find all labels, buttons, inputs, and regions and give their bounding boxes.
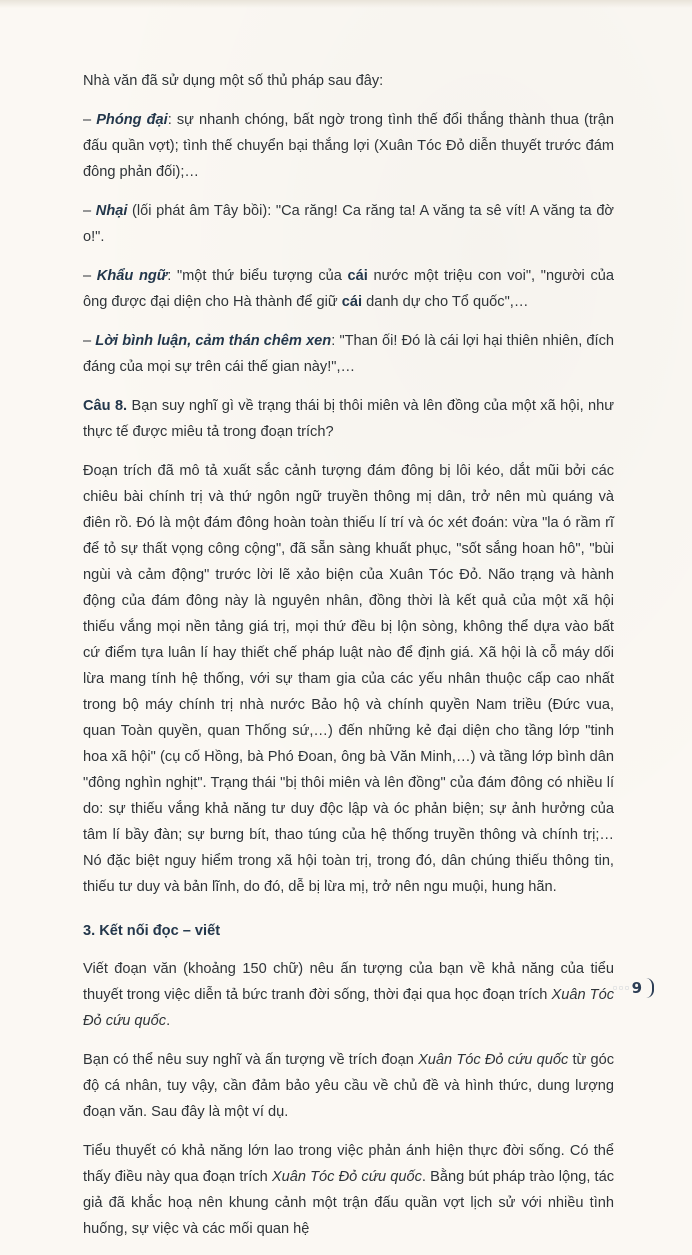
page-number bbox=[611, 978, 654, 998]
device-item-binh-luan: – Lời bình luận, cảm thán chêm xen: "Than ối! Đó là cái lợi hại thiên nhiên, đích đáng của mọi sự trên cái thế gian này!",… bbox=[83, 333, 615, 375]
page-number-value: 9 bbox=[631, 979, 642, 997]
page-top-edge bbox=[0, 0, 692, 8]
section-heading: 3. Kết nối đọc – viết bbox=[83, 923, 221, 939]
example-paragraph: Tiểu thuyết có khả năng lớn lao trong việc phản ánh hiện thực đời sống. Có thể thấy điều này qua đoạn trích Xuân Tóc Đỏ cứu quốc. Bằng bút pháp trào lộng, tác giả đã khắc hoạ nên khung cảnh một trận đấu quần vợt lịch sử với nhiều tình huống, sự việc và các mối quan hệ bbox=[83, 1143, 615, 1237]
question-8 bbox=[83, 393, 614, 445]
question-text: Bạn suy nghĩ gì về trạng thái bị thôi miên và lên đồng của một xã hội, như thực tế được miêu tả trong đoạn trích? bbox=[83, 398, 614, 440]
device-item-khau-ngu: – Khẩu ngữ: "một thứ biểu tượng của cái nước một triệu con voi", "người của ông được đại diện cho Hà thành để giữ cái danh dự cho Tổ quốc",… bbox=[83, 268, 614, 310]
page-number-decoration-icon: ◦◦◦ bbox=[611, 981, 630, 995]
device-text: : "Than ối! Đó là cái lợi hại thiên nhiên, đích đáng của mọi sự trên cái thế gian này!",… bbox=[83, 333, 615, 375]
intro-paragraph: Nhà văn đã sử dụng một số thủ pháp sau đây: bbox=[83, 73, 384, 89]
question-label: Câu 8. bbox=[83, 398, 128, 414]
writing-guide: Bạn có thể nêu suy nghĩ và ấn tượng về trích đoạn Xuân Tóc Đỏ cứu quốc từ góc độ cá nhân, tuy vậy, cần đảm bảo yêu cầu về chủ đề và hình thức, dung lượng đoạn văn. Sau đây là một ví dụ. bbox=[83, 1052, 615, 1120]
page-number-bracket-icon bbox=[646, 978, 654, 998]
document-body bbox=[83, 68, 614, 1255]
device-term: Nhại bbox=[95, 203, 128, 219]
answer-paragraph: Đoạn trích đã mô tả xuất sắc cảnh tượng đám đông bị lôi kéo, dắt mũi bởi các chiêu bài chính trị và thứ ngôn ngữ truyền thông mị dân, trở nên mù quáng và điên rồ. Đó là một đám đông hoàn toàn thiếu lí trí và óc xét đoán: vừa "la ó rầm rĩ để tỏ sự thất vọng công cộng", đã sẵn sàng khuất phục, "sốt sắng hoan hô", "bùi ngùi và cảm động" trước lời lẽ xảo biện của Xuân Tóc Đỏ. Não trạng và hành động của đám đông này là nguyên nhân, đồng thời là kết quả của một xã hội thiếu vắng mọi nền tảng giá trị, mọi thứ đều bị lộn sòng, không thể dựa vào bất cứ điểm tựa luân lí hay thiết chế pháp luật nào để định giá. Xã hội là cỗ máy dối lừa mang tính hệ thống, với sự tham gia của các yếu nhân thuộc cấp cao nhất trong bộ máy chính trị nhà nước Bảo hộ và chính quyền Nam triều (Đức vua, quan Toàn quyền, quan Thống sứ,…) đến những kẻ đại diện cho tầng lớp "tinh hoa xã hội" (cụ cố Hồng, bà Phó Đoan, ông bà Văn Minh,…) và tầng lớp bình dân "đông nghìn nghịt". Trạng thái "bị thôi miên và lên đồng" của đám đông có nhiều lí do: sự thiếu vắng khả năng tư duy độc lập và óc phản biện; sự ảnh hưởng của tâm lí bầy đàn; sự bưng bít, thao túng của hệ thống truyền thông và chính trị;… Nó đặc biệt nguy hiểm trong xã hội toàn trị, trong đó, dân chúng thiếu thông tin, thiếu tư duy và bản lĩnh, do đó, dễ bị lừa mị, trở nên ngu muội, hung hãn. bbox=[83, 463, 614, 895]
device-item-nhai: – Nhại (lối phát âm Tây bồi): "Ca răng! Ca răng ta! A văng ta sê vít! A văng ta đờ o!". bbox=[83, 203, 615, 245]
device-term: Phóng đại bbox=[96, 112, 168, 128]
writing-task: Viết đoạn văn (khoảng 150 chữ) nêu ấn tượng của bạn về khả năng của tiểu thuyết trong việc diễn tả bức tranh đời sống, thời đại qua học đoạn trích Xuân Tóc Đỏ cứu quốc. bbox=[83, 961, 615, 1029]
device-text: : sự nhanh chóng, bất ngờ trong tình thế đổi thắng thành thua (trận đấu quần vợt); tình thế chuyển bại thắng lợi (Xuân Tóc Đỏ diễn thuyết trước đám đông phản đối);… bbox=[83, 112, 614, 180]
device-text: (lối phát âm Tây bồi): "Ca răng! Ca răng ta! A văng ta sê vít! A văng ta đờ o!". bbox=[83, 203, 615, 245]
device-term: Khẩu ngữ bbox=[96, 268, 168, 284]
device-item-phong-dai: – Phóng đại: sự nhanh chóng, bất ngờ trong tình thế đổi thắng thành thua (trận đấu quần vợt); tình thế chuyển bại thắng lợi (Xuân Tóc Đỏ diễn thuyết trước đám đông phản đối);… bbox=[83, 112, 614, 180]
device-term: Lời bình luận, cảm thán chêm xen bbox=[95, 333, 332, 349]
